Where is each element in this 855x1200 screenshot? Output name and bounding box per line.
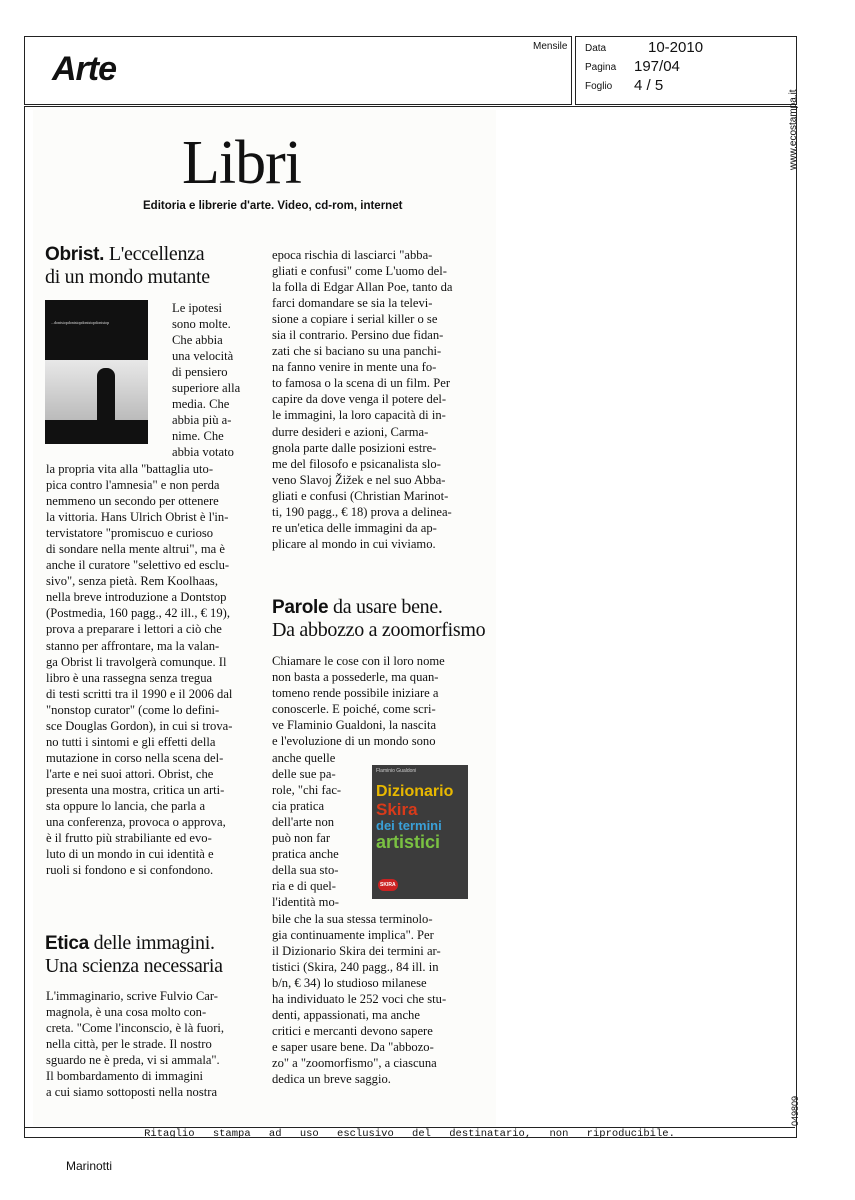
- dontstop-book-cover: [45, 300, 148, 444]
- text-line: no tutti i sintomi e gli effetti della: [46, 734, 216, 749]
- text-line: plicare al mondo in cui viviamo.: [272, 536, 436, 551]
- text-line: di sondare nella mente altrui", ma è: [46, 542, 225, 557]
- book2-title-2: Skira: [376, 800, 418, 819]
- text-line: veno Slavoj Žižek e nel suo Abba-: [272, 472, 446, 487]
- text-line: sguardo ne è preda, vi si ammala".: [46, 1053, 220, 1068]
- dizionario-skira-book-cover: [372, 765, 468, 899]
- obrist-body-narrow: [172, 300, 267, 460]
- etica-headline-bold: Etica: [45, 933, 89, 954]
- text-line: creta. "Come l'inconscio, è là fuori,: [46, 1021, 225, 1036]
- text-line: zati che si baciano su una panchi-: [272, 344, 442, 359]
- text-line: conoscerle. E poiché, come scri-: [272, 702, 436, 717]
- obrist-headline-line1: L'eccellenza: [104, 243, 205, 265]
- side-code: 049809: [790, 1095, 800, 1126]
- side-url: www.ecostampa.it: [788, 89, 799, 170]
- text-line: il Dizionario Skira dei termini ar-: [272, 944, 441, 959]
- text-line: (Postmedia, 160 pagg., 42 ill., € 19),: [46, 606, 230, 621]
- parole-headline-line1: da usare bene.: [328, 596, 443, 618]
- section-subtitle: Editoria e librerie d'arte. Video, cd-rom, internet: [143, 200, 403, 212]
- text-line: l'arte e nei suoi attori. Obrist, che: [46, 766, 214, 781]
- text-line: nella città, per le strade. Il nostro: [46, 1037, 212, 1052]
- text-line: dell'arte non: [272, 815, 335, 830]
- text-line: superiore alla: [172, 381, 241, 396]
- text-line: epoca rischia di lasciarci "abba-: [272, 248, 433, 262]
- sheet-value: 4 / 5: [634, 77, 664, 94]
- text-line: to famosa o la scena di un film. Per: [272, 376, 451, 391]
- sheet-label: Foglio: [585, 81, 613, 92]
- text-line: bile che la sua stessa terminolo-: [272, 912, 433, 926]
- text-line: magnola, è una cosa molto con-: [46, 1005, 207, 1020]
- text-line: è il frutto più strabiliante ed evo-: [46, 831, 212, 846]
- text-line: luto di un mondo in cui identità e: [46, 847, 214, 862]
- text-line: critici e mercanti devono sapere: [272, 1024, 433, 1039]
- text-line: tomeno rende possibile iniziare a: [272, 686, 439, 701]
- text-line: stanno per affrontare, ma la valan-: [46, 638, 220, 653]
- book2-author: Flaminio Gualdoni: [376, 768, 417, 774]
- text-line: la propria vita alla "battaglia uto-: [46, 462, 214, 476]
- text-line: la vittoria. Hans Ulrich Obrist è l'in-: [46, 510, 229, 525]
- text-line: non basta a possederle, ma quan-: [272, 670, 439, 685]
- disclaimer: Ritaglio stampa ad uso esclusivo del destinatario, non riproducibile.: [24, 1127, 795, 1141]
- text-line: b/n, € 34) lo studioso milanese: [272, 976, 427, 991]
- text-line: libro è una rassegna senza tregua: [46, 670, 213, 685]
- text-line: farci domandare se sia la televi-: [272, 296, 433, 311]
- parole-headline: [272, 596, 487, 641]
- text-line: e l'evoluzione di un mondo sono: [272, 734, 436, 749]
- text-line: sivo", senza pietà. Rem Koolhaas,: [46, 574, 218, 589]
- text-line: durre desideri e azioni, Carma-: [272, 424, 429, 439]
- obrist-headline: [45, 243, 265, 288]
- parole-body-bottom: [272, 911, 487, 1088]
- text-line: a cui siamo sottoposti nella nostra: [46, 1085, 218, 1100]
- text-line: me del filosofo e psicanalista slo-: [272, 456, 441, 471]
- text-line: Il bombardamento di immagini: [46, 1069, 204, 1084]
- text-line: nemmeno un secondo per ottenere: [46, 494, 219, 509]
- text-line: Che abbia: [172, 333, 223, 348]
- text-line: sono molte.: [172, 317, 231, 332]
- text-line: role, "chi fac-: [272, 783, 342, 798]
- text-line: mutazione in corso nella scena del-: [46, 750, 224, 765]
- text-line: denti, appassionati, ma anche: [272, 1008, 420, 1023]
- text-line: ve Flaminio Gualdoni, la nascita: [272, 718, 437, 733]
- text-line: e saper usare bene. Da "abbozo-: [272, 1040, 434, 1055]
- obrist-headline-line2: di un mondo mutante: [45, 266, 210, 288]
- text-line: "nonstop curator" (come lo defini-: [46, 702, 220, 717]
- text-line: nime. Che: [172, 429, 224, 444]
- page-label: Pagina: [585, 62, 617, 73]
- text-line: media. Che: [172, 397, 230, 412]
- text-line: gliati e confusi" come L'uomo del-: [272, 264, 447, 279]
- etica-headline: [45, 932, 265, 977]
- text-line: sione a copiare i serial killer o se: [272, 312, 438, 327]
- text-line: la folla di Edgar Allan Poe, tanto da: [272, 280, 453, 295]
- text-line: abbia più a-: [172, 413, 232, 428]
- text-line: sta oppure lo lancia, che parla a: [46, 798, 206, 813]
- text-line: pica contro l'amnesia" e non perda: [46, 478, 220, 493]
- book2-title-1: Dizionario: [376, 783, 454, 800]
- etica-body: [46, 988, 268, 1100]
- person-figure: [97, 368, 115, 420]
- text-line: Chiamare le cose con il loro nome: [272, 654, 445, 668]
- etica-headline-line1: delle immagini.: [88, 932, 215, 954]
- text-line: tistici (Skira, 240 pagg., 84 ill. in: [272, 960, 439, 975]
- text-line: della sua sto-: [272, 863, 339, 878]
- text-line: gliati e confusi (Christian Marinot-: [272, 488, 449, 503]
- text-line: di pensiero: [172, 365, 228, 380]
- page-value: 197/04: [634, 58, 680, 75]
- parole-headline-line2: Da abbozzo a zoomorfismo: [272, 619, 486, 641]
- parole-body-narrow: [272, 750, 367, 910]
- text-line: na fanno venire in mente una fo-: [272, 360, 437, 375]
- text-line: di testi scritti tra il 1990 e il 2006 dal: [46, 686, 233, 701]
- etica-headline-line2: Una scienza necessaria: [45, 955, 223, 977]
- obrist-headline-bold: Obrist.: [45, 244, 105, 265]
- obrist-body: [46, 461, 268, 878]
- text-line: ria e di quel-: [272, 879, 336, 894]
- skira-logo: SKIRA: [378, 879, 398, 891]
- text-line: sce Douglas Gordon), in cui si trova-: [46, 718, 233, 733]
- text-line: abbia votato: [172, 445, 234, 460]
- text-line: presenta una mostra, critica un arti-: [46, 782, 225, 797]
- text-line: l'identità mo-: [272, 895, 339, 910]
- text-line: una velocità: [172, 349, 234, 364]
- text-line: tervistatore "promiscuo e curioso: [46, 526, 214, 541]
- text-line: anche quelle: [272, 751, 336, 765]
- text-line: sia il contrario. Persino due fidan-: [272, 328, 444, 343]
- book2-title-4: artistici: [376, 832, 441, 852]
- date-value: 10-2010: [648, 39, 704, 56]
- section-title: Libri: [182, 129, 301, 197]
- text-line: cia pratica: [272, 799, 325, 814]
- source-name: Marinotti: [66, 1159, 113, 1173]
- text-line: re un'etica delle immagini da ap-: [272, 520, 437, 535]
- text-line: le immagini, la loro capacità di in-: [272, 408, 446, 423]
- text-line: zo" a "zoomorfismo", a ciascuna: [272, 1056, 437, 1071]
- parole-body-top: [272, 653, 487, 749]
- text-line: ruoli si fondono e si confondono.: [46, 863, 214, 878]
- text-line: anche il curatore "selettivo ed esclu-: [46, 558, 230, 573]
- text-line: delle sue pa-: [272, 767, 336, 782]
- text-line: pratica anche: [272, 847, 339, 862]
- book-cover-title: ...dontstopdontstopdontstopdontstop: [51, 320, 110, 325]
- text-line: prova a preparare i lettori a ciò che: [46, 622, 222, 637]
- text-line: L'immaginario, scrive Fulvio Car-: [46, 989, 218, 1003]
- text-line: ha individuato le 252 voci che stu-: [272, 992, 447, 1007]
- text-line: ti, 190 pagg., € 18) prova a delinea-: [272, 504, 452, 519]
- text-line: dedica un breve saggio.: [272, 1072, 391, 1087]
- text-line: Le ipotesi: [172, 301, 223, 315]
- text-line: capire da dove venga il potere del-: [272, 392, 447, 407]
- text-line: può non far: [272, 831, 331, 846]
- date-label: Data: [585, 43, 607, 54]
- text-line: ga Obrist li travolgerà comunque. Il: [46, 654, 227, 669]
- etica-body-continued: [272, 247, 487, 552]
- text-line: nella breve introduzione a Dontstop: [46, 590, 227, 605]
- text-line: una conferenza, provoca o approva,: [46, 815, 226, 830]
- text-line: gnola parte dalle posizioni estre-: [272, 440, 437, 455]
- parole-headline-bold: Parole: [272, 597, 329, 618]
- periodicity: Mensile: [533, 41, 568, 52]
- text-line: gia continuamente implica". Per: [272, 928, 434, 943]
- magazine-logo: Arte: [52, 50, 117, 88]
- book2-title-3: dei termini: [376, 818, 442, 833]
